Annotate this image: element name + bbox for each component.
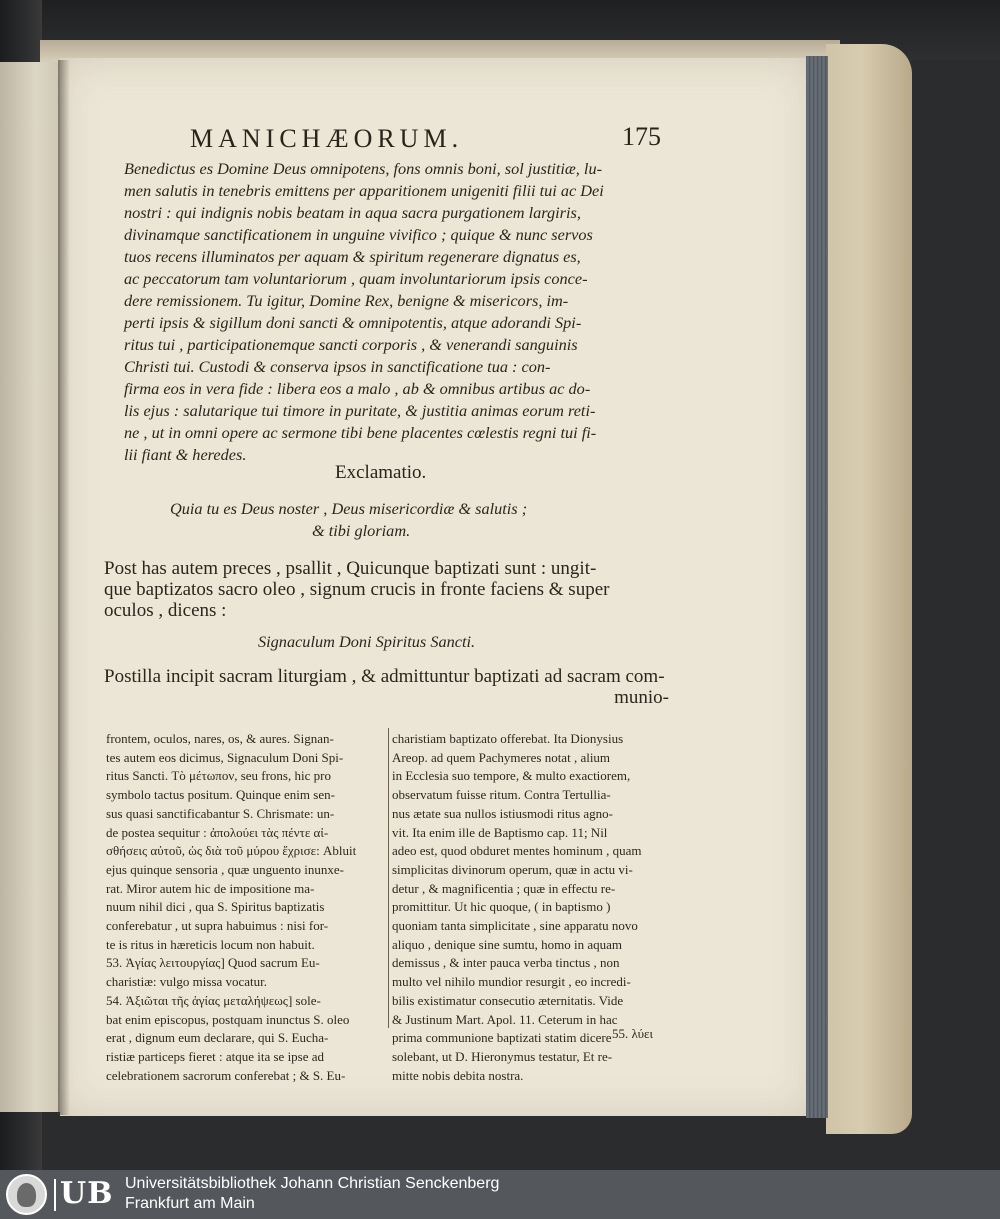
note-line: ristiæ particeps fieret : atque ita se ipse ad <box>106 1048 325 1064</box>
note-line: adeo est, quod obduret mentes hominum , quam <box>392 843 642 859</box>
institution-name: Universitätsbibliothek Johann Christian Senckenberg <box>125 1175 500 1192</box>
note-line: nuum nihil dici , qua S. Spiritus baptizatis <box>106 899 325 915</box>
note-line: aliquo , denique sine sumtu, homo in aquam <box>392 936 622 952</box>
library-logo[interactable] <box>6 1174 116 1215</box>
note-line: solebant, ut D. Hieronymus testatur, Et re- <box>392 1048 613 1064</box>
book-cover-right <box>826 44 912 1134</box>
page-fore-edge <box>806 56 828 1118</box>
note-line: quoniam tanta simplicitate , sine apparatu novo <box>392 918 638 934</box>
note-line: mitte nobis debita nostra. <box>392 1067 524 1083</box>
footer-banner <box>0 1170 1000 1219</box>
note-line: sus quasi sanctificabantur S. Chrismate: un- <box>106 805 335 821</box>
note-line: celebrationem sacrorum conferebat ; & S. Eu- <box>106 1067 346 1083</box>
prayer-line: perti ipsis & sigillum doni sancti & omnipotentis, atque adorandi Spi- <box>124 313 582 332</box>
note-line: detur , & magnificentia ; quæ in effectu re- <box>392 880 616 896</box>
prayer-text <box>124 158 669 466</box>
note-line: frontem, oculos, nares, os, & aures. Signan- <box>106 731 334 746</box>
institution-city: Frankfurt am Main <box>125 1195 255 1212</box>
prayer-line: Benedictus es Domine Deus omnipotens, fons omnis boni, sol justitiæ, lu- <box>124 159 603 178</box>
prayer-line: ritus tui , participationemque sancti corporis , & venerandi sanguinis <box>124 335 578 354</box>
prayer-line: divinamque sanctificationem in unguine vivifico ; quique & nunc servos <box>124 225 593 244</box>
column-rule <box>388 728 389 1028</box>
note-line: & Justinum Mart. Apol. 11. Ceterum in hac <box>392 1011 618 1027</box>
postilla-line: Postilla incipit sacram liturgiam , & admittuntur baptizati ad sacram com- <box>104 666 665 687</box>
note-line: te is ritus in hæreticis locum non habuit. <box>106 936 315 952</box>
postilla-text <box>104 666 669 708</box>
note-line: conferebatur , ut supra habuimus : nisi for- <box>106 918 329 934</box>
prayer-line: nostri : qui indignis nobis beatam in aqua sacra purgationem largiris, <box>124 203 581 222</box>
rubric-line: Post has autem preces , psallit , Quicunque baptizati sunt : ungit- <box>104 558 597 579</box>
note-line: symbolo tactus positum. Quinque enim sen- <box>106 787 335 803</box>
exclamatio-text <box>170 498 640 542</box>
prayer-line: dere remissionem. Tu igitur, Domine Rex, benigne & misericors, im- <box>124 291 569 310</box>
note-line: prima communione baptizati statim dicere <box>392 1030 612 1046</box>
prayer-line: ac peccatorum tam voluntariorum , quam involuntariorum ipsis conce- <box>124 269 588 288</box>
note-line: tes autem eos dicimus, Signaculum Doni Spi- <box>106 749 344 765</box>
prayer-line: Christi tui. Custodi & conserva ipsos in sanctificatione tua : con- <box>124 357 551 376</box>
note-line: charistiæ: vulgo missa vocatur. <box>106 974 268 990</box>
note-line: 53. Ἁγίας λειτουργίας] Quod sacrum Eu- <box>106 955 320 971</box>
facing-page-edge <box>0 62 62 1112</box>
note-line: rat. Miror autem hic de impositione ma- <box>106 880 315 896</box>
note-line: simplicitas divinorum operum, quæ in actu vi- <box>392 861 633 877</box>
prayer-line: ne , ut in omni opere ac sermone tibi bene placentes cœlestis regni tui fi- <box>124 423 597 442</box>
section-heading: Exclamatio. <box>335 462 427 483</box>
prayer-line: men salutis in tenebris emittens per apparitionem unigeniti filii tui ac Dei <box>124 181 604 200</box>
note-line: σθήσεις αὐτοῦ, ὡς διὰ τοῦ μύρου ἔχρισε: Abluit <box>106 843 357 859</box>
prayer-line: tuos recens illuminatos per aquam & spiritum regenerare dignatus es, <box>124 247 581 266</box>
note-line: de postea sequitur : ἀπολούει τὰς πέντε αἰ- <box>106 824 329 840</box>
note-line: Areop. ad quem Pachymeres notat , alium <box>392 749 611 765</box>
note-line: bilis existimatur consecutio æternitatis. Vide <box>392 992 624 1008</box>
postilla-line: munio- <box>614 687 669 708</box>
exclamatio-line: Quia tu es Deus noster , Deus misericordiæ & salutis ; <box>170 499 528 518</box>
running-head: MANICHÆORUM. <box>190 124 464 153</box>
spine-shadow <box>58 60 70 1115</box>
note-line: in Ecclesia suo tempore, & multo exactiorem, <box>392 768 631 784</box>
seal-icon <box>6 1174 47 1215</box>
note-line: promittitur. Ut hic quoque, ( in baptismo ) <box>392 899 611 915</box>
note-line: multo vel nihilo mundior resurgit , eo incredi- <box>392 974 631 990</box>
prayer-line: firma eos in vera fide : libera eos a malo , ab & omnibus artibus ac do- <box>124 379 591 398</box>
notes-left-column <box>106 730 388 1085</box>
prayer-line: lii fiant & heredes. <box>124 445 247 464</box>
note-line: nus ætate sua nullos istiusmodi ritus agno- <box>392 805 613 821</box>
note-line: demissus , & inter pauca verba tinctus , non <box>392 955 620 971</box>
signaculum-line: Signaculum Doni Spiritus Sancti. <box>258 632 476 651</box>
rubric-text <box>104 558 669 621</box>
exclamatio-line: & tibi gloriam. <box>312 521 411 540</box>
note-line: observatum fuisse ritum. Contra Tertullia- <box>392 787 611 803</box>
note-line: erat , dignum eum declarare, qui S. Eucha- <box>106 1030 329 1046</box>
note-line: vit. Ita enim ille de Baptismo cap. 11; Nil <box>392 824 608 840</box>
note-line: 54. Ἀξιῶται τῆς ἁγίας μεταλήψεως] sole- <box>106 992 321 1008</box>
note-line: ritus Sancti. Τὸ μέτωπον, seu frons, hic pro <box>106 768 331 784</box>
note-line: ejus quinque sensoria , quæ unguento inunxe- <box>106 861 344 877</box>
note-line: charistiam baptizato offerebat. Ita Dionysius <box>392 731 624 746</box>
logo-text: UB <box>54 1176 114 1211</box>
prayer-line: lis ejus : salutarique tui timore in puritate, & justitia animas eorum reti- <box>124 401 596 420</box>
rubric-line: que baptizatos sacro oleo , signum crucis in fronte faciens & super <box>104 579 610 600</box>
note-line: bat enim episcopus, postquam inunctus S. oleo <box>106 1011 350 1027</box>
page-number: 175 <box>622 122 661 151</box>
catchword: 55. λύει <box>612 1026 653 1041</box>
rubric-line: oculos , dicens : <box>104 600 227 621</box>
